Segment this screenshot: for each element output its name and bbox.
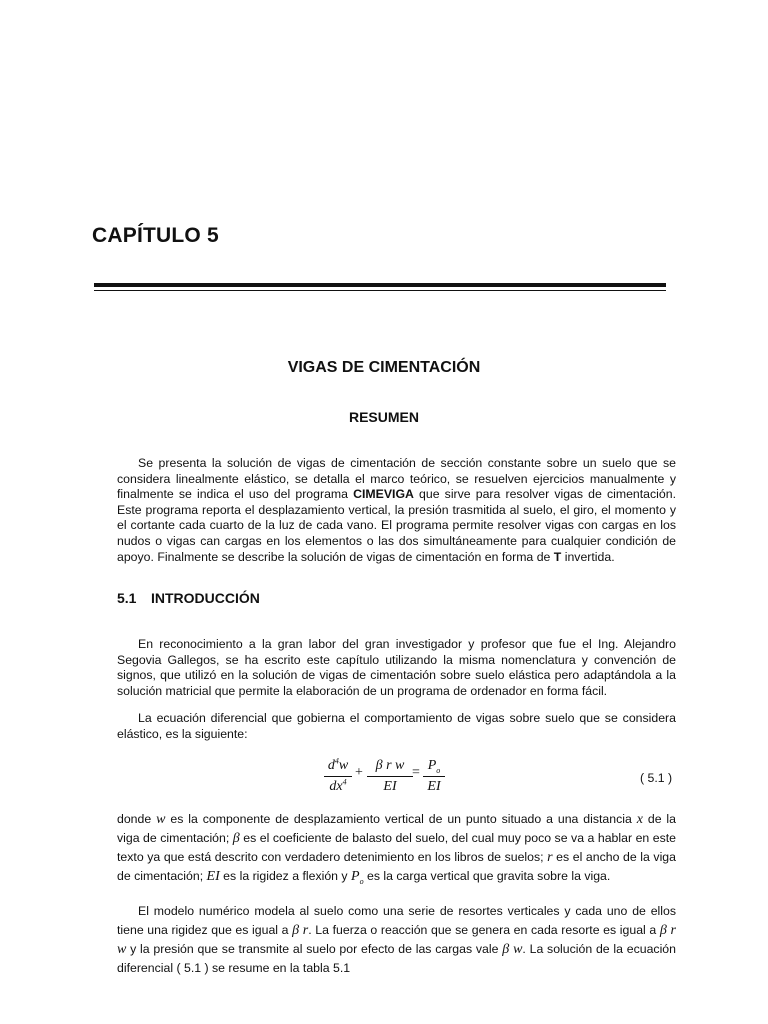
eq-equals: =: [412, 765, 420, 780]
var-x: x: [636, 812, 643, 827]
section-number: 5.1: [117, 590, 137, 606]
intro-text-1: En reconocimiento a la gran labor del gran investigador y profesor que fue el Ing. Alejandro Segovia Gallegos, se ha escrito este capítulo utilizando la misma nomenclatura y convención de signos, que utilizó en la solución de vigas de cimentación sobre suelo elástica pero adaptándola a la solución matricial que permite la elaboración de un programa de ordenador en forma fácil.: [117, 637, 676, 698]
summary-text-3: invertida.: [561, 549, 615, 564]
chapter-title: VIGAS DE CIMENTACIÓN: [287, 359, 481, 376]
intro-paragraph-1: [117, 637, 676, 699]
summary-text-2: que sirve para resolver vigas de cimentación. Este programa reporta el desplazamiento vertical, la presión trasmitida al suelo, el giro, el momento y el cortante cada cuarto de la luz de cada vano. El programa permite resolver vigas con cargas en los nudos o vigas can cargas en los elementos o las dos simultáneamente para cualquier condición de apoyo. Finalmente se describe la solución de vigas de cimentación en forma de: [117, 487, 676, 564]
expr-beta-r-w: β r w: [117, 923, 677, 957]
eq-plus: +: [355, 765, 363, 780]
eq-fraction-1: $d^4w$ $dx^4$: [324, 757, 352, 796]
chapter-rule-thick: [94, 283, 666, 287]
intro-paragraph-4: El modelo numérico modela al suelo como una serie de resortes verticales y cada uno de ellos tiene una rigidez que es igual a β r. La fuerza o reacción que se genera en cada resorte es igual a β r w y la presión que se transmite al suelo por efecto de las cargas vale β w. La solución de la ecuación diferencial ( 5.1 ) se resume en la tabla 5.1: [117, 904, 677, 975]
summary-text-1: Se presenta la solución de vigas de cimentación de sección constante sobre un suelo que se considera linealmente elástico, se detalla el marco teórico, se resuelven ejercicios manualmente y finalmente se indica el uso del programa: [117, 456, 676, 502]
intro-text-2: La ecuación diferencial que gobierna el comportamiento de vigas sobre suelo que se considera elástico, es la siguiente:: [117, 711, 676, 741]
var-w: w: [156, 812, 166, 827]
var-ei: EI: [206, 869, 220, 884]
section-title: INTRODUCCIÓN: [151, 590, 260, 606]
var-po: $P_o$: [351, 869, 364, 886]
expr-beta-r: β r: [292, 923, 309, 938]
eq-fraction-3: $P_o$ EI: [423, 757, 445, 796]
intro-paragraph-2: [117, 711, 676, 742]
t-letter: T: [553, 549, 562, 564]
chapter-heading: CAPÍTULO 5: [92, 224, 219, 247]
program-name: CIMEVIGA: [353, 487, 414, 502]
eq-fraction-2: β r w EI: [367, 757, 413, 796]
section-heading: [117, 590, 260, 606]
intro-paragraph-3: donde w es la componente de desplazamiento vertical de un punto situado a una distancia x de la viga de cimentación; β es el coeficiente de balasto del suelo, del cual muy poco se va a hablar en este texto ya que está descrito con verdadero detenimiento en los libros de suelos; r es el ancho de la viga de cimentación; EI es la rigidez a flexión y $P_o$ es la carga vertical que gravita sobre la viga.: [117, 812, 677, 886]
equation-number: ( 5.1 ): [640, 771, 673, 785]
summary-paragraph: [117, 456, 676, 565]
var-beta: β: [232, 831, 240, 846]
var-r: r: [547, 850, 553, 865]
summary-heading: RESUMEN: [348, 409, 419, 425]
expr-beta-w: β w: [502, 942, 523, 957]
chapter-rule-thin: [94, 290, 666, 291]
